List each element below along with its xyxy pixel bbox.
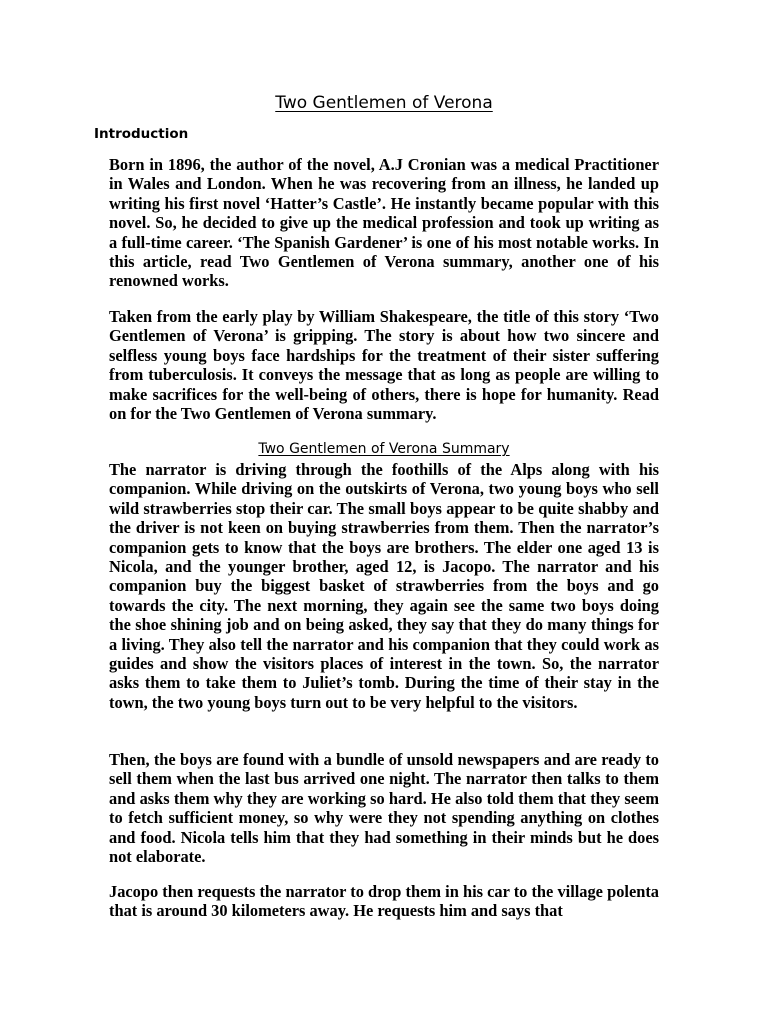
intro-paragraph-2: Taken from the early play by William Shakespeare, the title of this story ‘Two Gentlemen of Verona’ is gripping. The story is about how two sincere and selfless young boys face hardships for the treatment of their sister suffering from tuberculosis. It conveys the message that as long as people are willing to make sacrifices for the well-being of others, there is hope for humanity. Read on for the Two Gentlemen of Verona summary. (109, 307, 659, 424)
introduction-heading: Introduction (94, 126, 189, 142)
intro-paragraph-1: Born in 1896, the author of the novel, A.J Cronian was a medical Practitioner in Wales and London. When he was recovering from an illness, he landed up writing his first novel ‘Hatter’s Castle’. He instantly became popular with this novel. So, he decided to give up the medical profession and took up writing as a full-time career. ‘The Spanish Gardener’ is one of his most notable works. In this article, read Two Gentlemen of Verona summary, another one of his renowned works. (109, 155, 659, 291)
summary-heading: Two Gentlemen of Verona Summary (258, 441, 510, 457)
summary-paragraph-1: The narrator is driving through the foothills of the Alps along with his companion. While driving on the outskirts of Verona, two young boys who sell wild strawberries stop their car. The small boys appear to be quite shabby and the driver is not keen on buying strawberries from them. Then the narrator’s companion gets to know that the boys are brothers. The elder one aged 13 is Nicola, and the younger brother, aged 12, is Jacopo. The narrator and his companion buy the biggest basket of strawberries from the boys and go towards the city. The next morning, they again see the same two boys doing the shoe shining job and on being asked, they say that they do many things for a living. They also tell the narrator and his companion that they could work as guides and show the visitors places of interest in the town. So, the narrator asks them to take them to Juliet’s tomb. During the time of their stay in the town, the two young boys turn out to be very helpful to the visitors. (109, 460, 659, 712)
summary-paragraph-2: Then, the boys are found with a bundle of unsold newspapers and are ready to sell them when the last bus arrived one night. The narrator then talks to them and asks them why they are working so hard. He also told them that they seem to fetch sufficient money, so why were they not spending anything on clothes and food. Nicola tells him that they had something in their minds but he does not elaborate. (109, 750, 659, 867)
page-title: Two Gentlemen of Verona (275, 93, 493, 113)
summary-paragraph-3: Jacopo then requests the narrator to drop them in his car to the village polenta that is around 30 kilometers away. He requests him and says that (109, 882, 659, 921)
